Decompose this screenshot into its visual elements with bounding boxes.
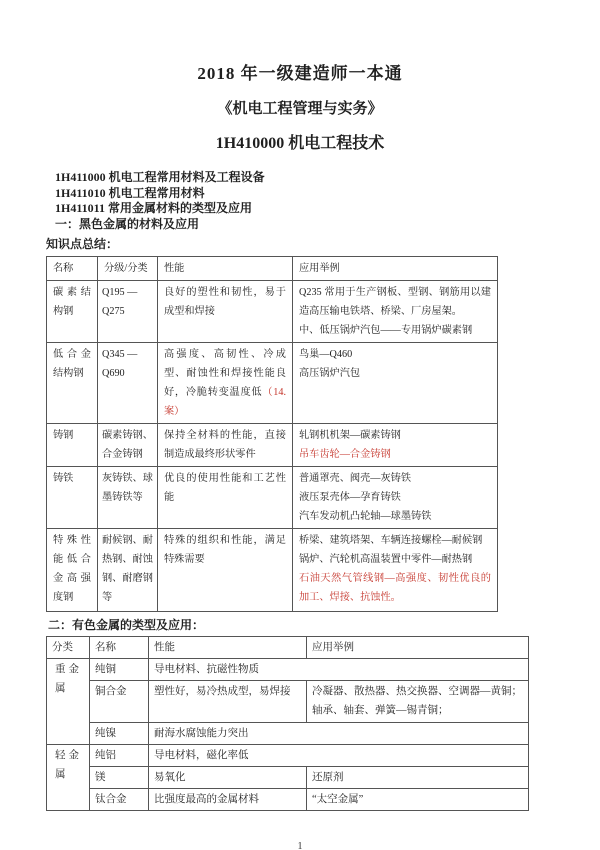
table-row (47, 466, 498, 528)
cell-text: 锅炉、汽轮机高温装置中零件—耐热钢 (299, 553, 473, 565)
heading-1h411010: 1H411010 机电工程常用材料 (55, 185, 205, 200)
performance-cell: 导电材料，磁化率低 (149, 745, 529, 767)
cell-line (312, 682, 523, 701)
col-header-cell: 分类 (47, 637, 90, 659)
table-header-row (47, 637, 529, 659)
cell-line: 热钢、耐蚀 (102, 553, 153, 565)
table-row (47, 745, 529, 767)
red-highlight-text: 吊车齿轮—合金铸钢 (299, 448, 391, 460)
cell-text: 特殊的组织和性能，满足特殊需要 (164, 534, 286, 565)
cell-line: 墨铸铁等 (102, 491, 143, 503)
metal-name-cell: 镁 (90, 767, 149, 789)
metal-name-cell: 纯铜 (90, 659, 149, 681)
col-header-cell: 名称 (90, 637, 149, 659)
cell-text: 良好的塑性和韧性，易于成型和焊接 (164, 286, 286, 317)
performance-cell (158, 528, 293, 611)
col-header-cell: 分级/分类 (98, 256, 158, 280)
material-name-cell: 低合金结构钢 (47, 342, 98, 423)
cell-text: 高强度、高韧性、冷成型、耐蚀性和焊接性能良好，冷脆转变温度低 (164, 348, 286, 398)
cell-text: 还原剂 (312, 772, 344, 783)
cell-line: Q195 — (102, 286, 138, 298)
cell-text: Q235 常用于生产钢板、型钢、钢筋用以建造高压输电铁塔、桥梁、厂房屋架。 (299, 286, 491, 317)
table-row (47, 342, 498, 423)
performance-cell: 比强度最高的金属材料 (149, 789, 307, 811)
metal-name-cell: 钛合金 (90, 789, 149, 811)
cell-line (164, 469, 286, 507)
section-1-heading: 一：黑色金属的材料及应用 (55, 216, 200, 231)
cell-line (299, 321, 491, 340)
col-header-cell: 性能 (158, 256, 293, 280)
nonferrous-metals-table (46, 636, 529, 811)
cell-line: 钢、耐磨钢 (102, 572, 153, 584)
table-row (47, 681, 529, 723)
cell-line (164, 426, 286, 464)
cell-text: 桥梁、建筑塔架、车辆连接螺栓—耐候钢 (299, 534, 483, 546)
performance-cell: 导电材料、抗磁性物质 (149, 659, 529, 681)
grade-cell (98, 280, 158, 342)
performance-cell: 易氧化 (149, 767, 307, 789)
cell-line (299, 550, 491, 569)
cell-line: 合金铸钢 (102, 448, 143, 460)
application-cell (293, 280, 498, 342)
cell-text: 鸟巢—Q460 (299, 348, 353, 360)
cell-line: 碳素铸钢、 (102, 429, 153, 441)
cell-line: Q275 (102, 305, 125, 317)
cell-line (312, 790, 523, 809)
cell-text: 高压锅炉汽包 (299, 367, 361, 379)
table-row (47, 789, 529, 811)
metal-name-cell: 纯镍 (90, 723, 149, 745)
cell-line (299, 531, 491, 550)
performance-cell: 塑性好，易冷热成型，易焊接 (149, 681, 307, 723)
material-name-cell: 特殊性能低合金高强度钢 (47, 528, 98, 611)
grade-cell (98, 342, 158, 423)
table-row (47, 659, 529, 681)
application-cell (307, 767, 529, 789)
cell-text: “太空金属” (312, 794, 364, 805)
application-cell (307, 681, 529, 723)
performance-cell (158, 466, 293, 528)
performance-cell (158, 342, 293, 423)
performance-cell (158, 280, 293, 342)
heading-1h411011: 1H411011 常用金属材料的类型及应用 (55, 201, 253, 215)
table-header-row (47, 256, 498, 280)
cell-line (164, 531, 286, 569)
table-row (47, 423, 498, 466)
red-highlight-text: （14. 案） (164, 386, 287, 417)
grade-cell (98, 528, 158, 611)
application-cell (293, 528, 498, 611)
doc-title: 2018 年一级建造师一本通 (197, 64, 403, 83)
grade-cell (98, 466, 158, 528)
cell-text: 轴承、轴套、弹簧—锡青铜； (312, 705, 449, 716)
cell-line (299, 283, 491, 321)
cell-line (312, 701, 523, 720)
application-cell (307, 789, 529, 811)
cell-line (299, 345, 491, 364)
metal-name-cell: 纯铝 (90, 745, 149, 767)
cell-line: 灰铸铁、球 (102, 472, 153, 484)
cell-text: 普通罩壳、阀壳—灰铸铁 (299, 472, 412, 484)
cell-line (299, 445, 491, 464)
grade-cell (98, 423, 158, 466)
performance-cell: 耐海水腐蚀能力突出 (149, 723, 529, 745)
cell-line: Q690 (102, 367, 125, 379)
performance-cell (158, 423, 293, 466)
table-row (47, 280, 498, 342)
cell-line (164, 345, 286, 421)
table-row (47, 767, 529, 789)
cell-text: 液压泵壳体—孕育铸铁 (299, 491, 401, 503)
application-cell (293, 423, 498, 466)
col-header-cell: 应用举例 (293, 256, 498, 280)
cell-line (299, 507, 491, 526)
cell-line (299, 569, 491, 607)
ferrous-metals-table (46, 256, 498, 612)
page-number: 1 (297, 841, 303, 850)
material-name-cell: 铸钢 (47, 423, 98, 466)
cell-text: 轧钢机机架—碳素铸钢 (299, 429, 401, 441)
col-header-cell: 应用举例 (307, 637, 529, 659)
red-highlight-text: 石油天然气管线钢—高强度、韧性优良的加工、焊接、抗蚀性。 (299, 572, 491, 603)
cell-line (299, 488, 491, 507)
table-row (47, 723, 529, 745)
material-name-cell: 碳素结构钢 (47, 280, 98, 342)
cell-text: 汽车发动机凸轮轴—球墨铸铁 (299, 510, 432, 522)
cell-text: 优良的使用性能和工艺性能 (164, 472, 286, 503)
cell-text: 中、低压锅炉汽包——专用锅炉碳素钢 (299, 324, 473, 336)
cell-line (299, 364, 491, 383)
material-name-cell: 铸铁 (47, 466, 98, 528)
section-2-heading: 二：有色金属的类型及应用： (48, 617, 205, 632)
cell-line: Q345 — (102, 348, 138, 360)
heading-1h411000: 1H411000 机电工程常用材料及工程设备 (55, 170, 265, 184)
doc-subtitle: 《机电工程管理与实务》 (217, 101, 383, 117)
cell-line: 耐候钢、耐 (102, 534, 153, 546)
table-row (47, 528, 498, 611)
knowledge-summary-label: 知识点总结： (46, 237, 119, 251)
cell-text: 保持全材料的性能，直接制造成最终形状零件 (164, 429, 286, 460)
col-header-cell: 名称 (47, 256, 98, 280)
cell-line (312, 768, 523, 787)
category-cell: 重金属 (47, 659, 90, 745)
application-cell (293, 342, 498, 423)
cell-line (299, 426, 491, 445)
cell-line (164, 283, 286, 321)
cell-text: 冷凝器、散热器、热交换器、空调器—黄铜； (312, 686, 522, 697)
cell-line: 等 (102, 591, 113, 603)
category-cell: 轻金属 (47, 745, 90, 811)
chapter-title: 1H410000 机电工程技术 (215, 135, 385, 152)
metal-name-cell: 铜合金 (90, 681, 149, 723)
col-header-cell: 性能 (149, 637, 307, 659)
cell-line (299, 469, 491, 488)
application-cell (293, 466, 498, 528)
